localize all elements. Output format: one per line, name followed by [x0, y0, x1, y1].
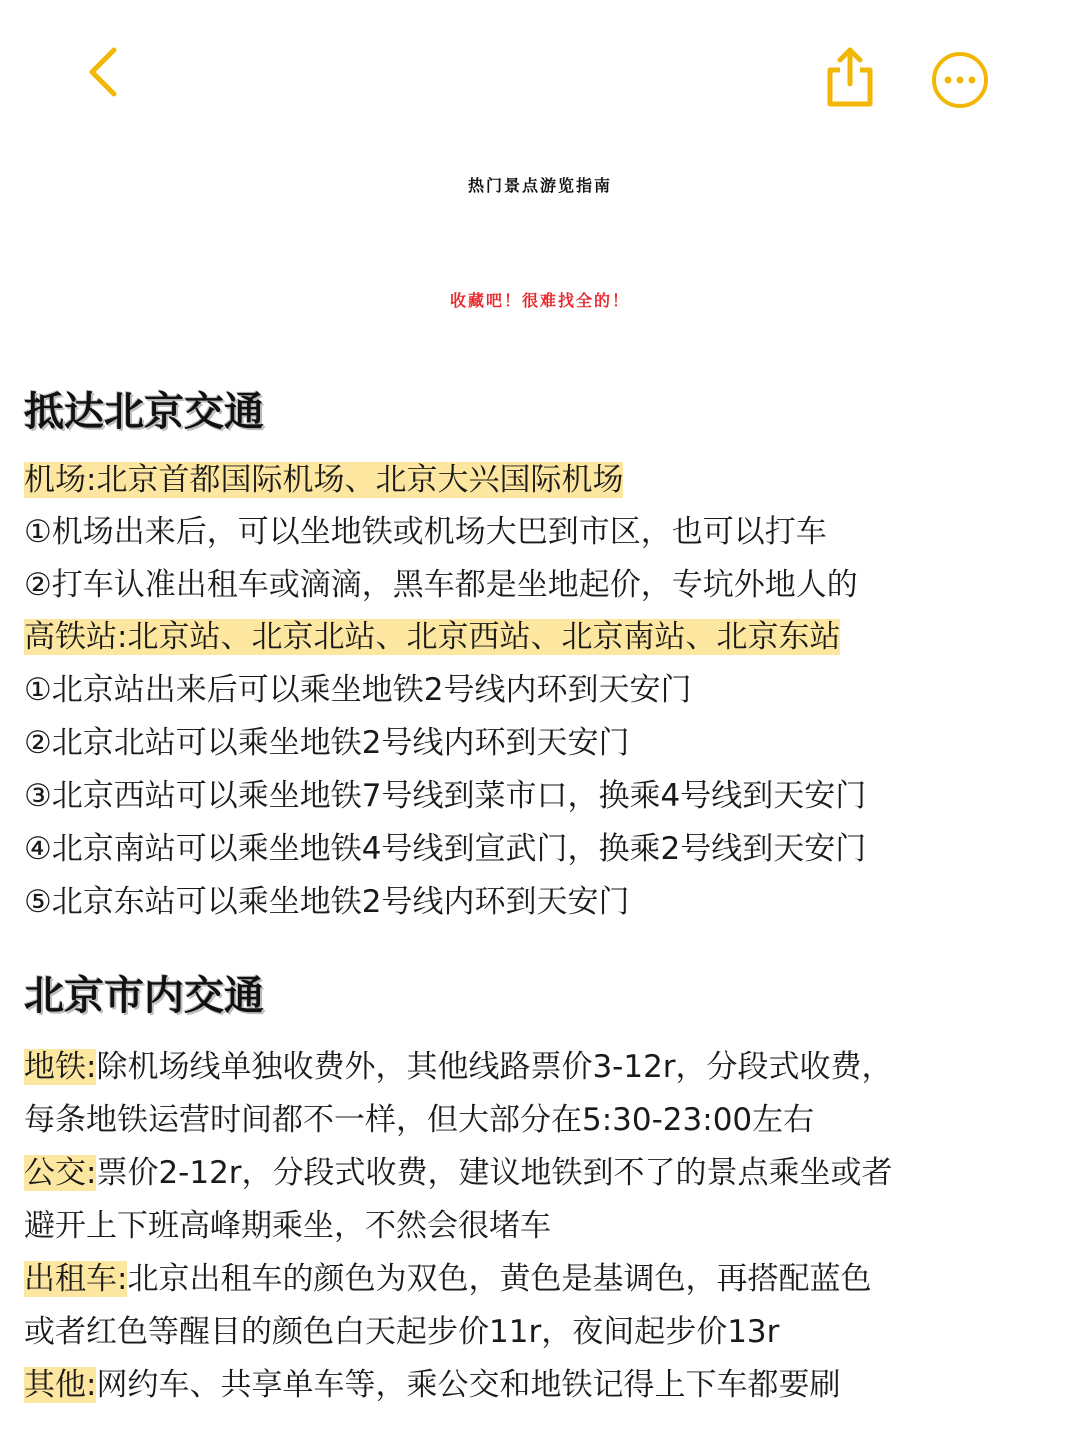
other-label: 其他: — [24, 1367, 97, 1403]
share-icon — [822, 44, 878, 110]
metro-line — [24, 1043, 893, 1091]
airport-highlight: 机场:北京首都国际机场、北京大兴国际机场 — [24, 462, 624, 498]
page-title: 热门景点游览指南 — [467, 176, 612, 195]
section-heading-arrival: 抵达北京交通 — [24, 389, 264, 435]
bus-line — [24, 1149, 893, 1197]
rail-note-5: ⑤北京东站可以乘坐地铁2号线内环到天安门 — [24, 884, 630, 920]
airport-line — [24, 456, 623, 504]
more-icon — [930, 50, 990, 110]
rail-note-1: ①北京站出来后可以乘坐地铁2号线内环到天安门 — [24, 672, 692, 708]
more-options-button[interactable] — [930, 50, 990, 110]
taxi-label: 出租车: — [24, 1261, 128, 1297]
airport-note-2: ②打车认准出租车或滴滴，黑车都是坐地起价，专坑外地人的 — [24, 567, 858, 603]
other-text: 网约车、共享单车等，乘公交和地铁记得上下车都要刷 — [96, 1367, 841, 1403]
airport-note-1: ①机场出来后，可以坐地铁或机场大巴到市区，也可以打车 — [24, 514, 827, 550]
taxi-cont: 或者红色等醒目的颜色白天起步价11r，夜间起步价13r — [24, 1314, 780, 1350]
rail-note-2: ②北京北站可以乘坐地铁2号线内环到天安门 — [24, 725, 630, 761]
metro-cont: 每条地铁运营时间都不一样，但大部分在5:30-23:00左右 — [24, 1102, 815, 1138]
rail-line — [24, 613, 840, 661]
bus-text: 票价2-12r，分段式收费，建议地铁到不了的景点乘坐或者 — [96, 1155, 893, 1191]
rail-highlight: 高铁站:北京站、北京北站、北京西站、北京南站、北京东站 — [24, 619, 841, 655]
bus-cont: 避开上下班高峰期乘坐，不然会很堵车 — [24, 1208, 551, 1244]
back-button[interactable] — [82, 42, 132, 102]
other-line — [24, 1361, 840, 1409]
chevron-left-icon — [82, 42, 132, 102]
share-button[interactable] — [822, 44, 878, 110]
bus-label: 公交: — [24, 1155, 97, 1191]
section-heading-city: 北京市内交通 — [24, 973, 264, 1019]
top-nav-bar — [0, 0, 1080, 140]
rail-note-3: ③北京西站可以乘坐地铁7号线到菜市口，换乘4号线到天安门 — [24, 778, 867, 814]
metro-text: 除机场线单独收费外，其他线路票价3-12r，分段式收费， — [96, 1049, 893, 1085]
page-subtitle: 收藏吧！很难找全的！ — [449, 291, 630, 310]
taxi-text: 北京出租车的颜色为双色，黄色是基调色，再搭配蓝色 — [127, 1261, 872, 1297]
taxi-line — [24, 1255, 871, 1303]
metro-label: 地铁: — [24, 1049, 97, 1085]
rail-note-4: ④北京南站可以乘坐地铁4号线到宣武门，换乘2号线到天安门 — [24, 831, 867, 867]
